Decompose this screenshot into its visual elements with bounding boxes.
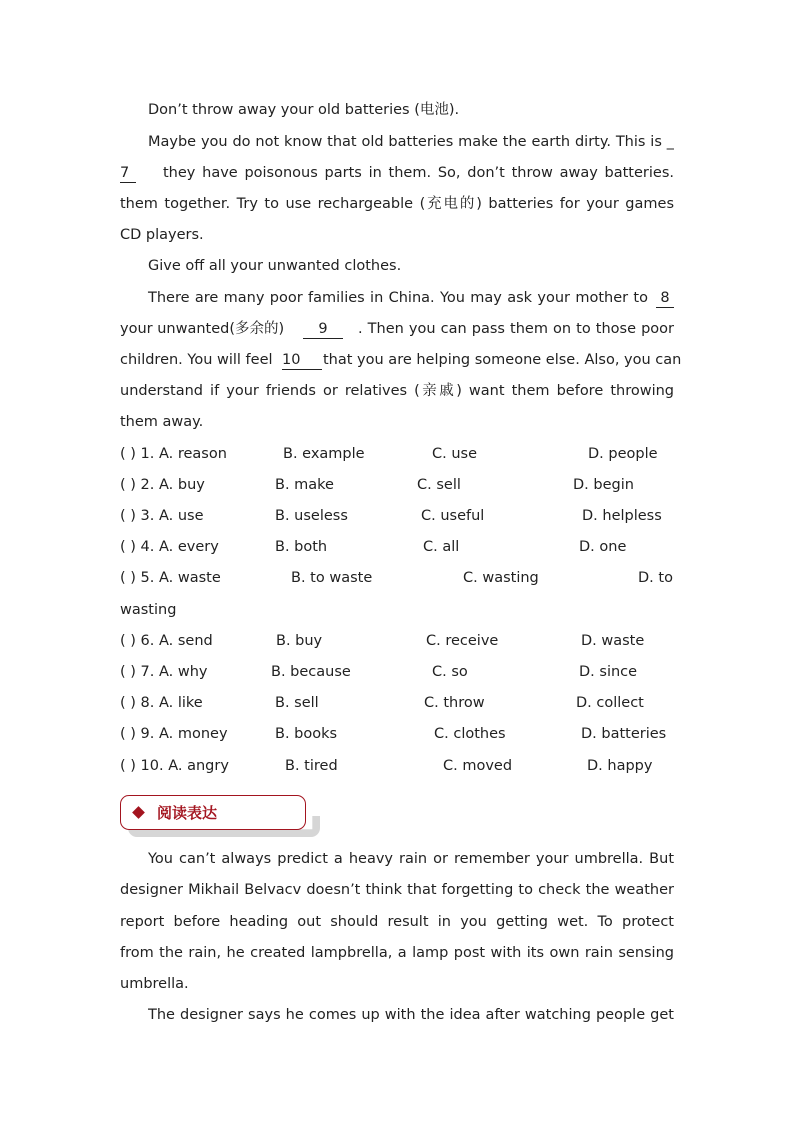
question-option-b: B. both <box>275 539 328 555</box>
question-row <box>120 719 680 750</box>
question-option-b: B. books <box>275 726 338 742</box>
question-wrap: wasting <box>120 602 177 618</box>
paragraph-text: they have poisonous parts in them. So, don’t throw away batteries. <box>163 165 674 181</box>
question-option-c: C. clothes <box>434 726 506 742</box>
question-option-d: D. since <box>579 664 638 680</box>
question-option-c: C. all <box>423 539 460 555</box>
question-option-b: B. buy <box>276 633 323 649</box>
question-option-b: B. sell <box>275 695 319 711</box>
paragraph-line: understand if your friends or relatives (亲戚) want them before throwing <box>120 383 674 399</box>
question-option-c: C. useful <box>421 508 485 524</box>
blank-10: 10 <box>282 351 322 370</box>
question-option-a: ( ) 2. A. buy <box>120 477 205 493</box>
paragraph-text: . Then you can pass them on to those poor <box>358 321 674 337</box>
paragraph-line: them together. Try to use rechargeable (充电的) batteries for your games <box>120 196 674 212</box>
question-option-b: B. to waste <box>291 570 373 586</box>
question-row <box>120 439 680 470</box>
question-option-d: D. happy <box>587 758 653 774</box>
paragraph-text: children. You will feel <box>120 352 273 368</box>
paragraph-line <box>120 345 682 376</box>
question-option-d: D. waste <box>581 633 645 649</box>
question-row <box>120 626 680 657</box>
question-option-d: D. to <box>638 570 673 586</box>
question-option-c: C. use <box>432 446 478 462</box>
question-option-d: D. people <box>588 446 658 462</box>
question-option-a: ( ) 7. A. why <box>120 664 208 680</box>
question-option-a: ( ) 8. A. like <box>120 695 203 711</box>
question-option-c: C. so <box>432 664 468 680</box>
question-option-a: ( ) 6. A. send <box>120 633 213 649</box>
paragraph-line: CD players. <box>120 227 204 243</box>
question-option-c: C. receive <box>426 633 499 649</box>
clothes-heading: Give off all your unwanted clothes. <box>148 258 402 274</box>
question-option-b: B. tired <box>285 758 338 774</box>
question-option-d: D. collect <box>576 695 644 711</box>
question-option-d: D. helpless <box>582 508 662 524</box>
question-option-a: ( ) 4. A. every <box>120 539 219 555</box>
paragraph-line <box>120 314 674 345</box>
paragraph-line: designer Mikhail Belvacv doesn’t think that forgetting to check the weather <box>120 882 674 898</box>
paragraph-line <box>148 283 674 314</box>
question-option-b: B. example <box>283 446 365 462</box>
question-option-b: B. because <box>271 664 351 680</box>
question-option-c: C. throw <box>424 695 485 711</box>
question-row <box>120 688 680 719</box>
paragraph-line: Maybe you do not know that old batteries make the earth dirty. This is _ <box>148 134 674 150</box>
question-option-d: D. begin <box>573 477 634 493</box>
blank-9: 9 <box>303 320 343 339</box>
question-row <box>120 501 680 532</box>
question-option-b: B. make <box>275 477 334 493</box>
paragraph-line: report before heading out should result in you getting wet. To protect <box>120 914 674 930</box>
paragraph-line <box>120 158 674 189</box>
blank-8: 8 <box>656 289 674 308</box>
question-option-b: B. useless <box>275 508 348 524</box>
batteries-heading: Don’t throw away your old batteries (电池). <box>148 102 460 118</box>
question-option-d: D. one <box>579 539 627 555</box>
paragraph-line: You can’t always predict a heavy rain or remember your umbrella. But <box>148 851 674 867</box>
paragraph-text: your unwanted(多余的) <box>120 321 285 337</box>
question-option-a: ( ) 10. A. angry <box>120 758 229 774</box>
question-option-a: ( ) 5. A. waste <box>120 570 221 586</box>
paragraph-text: There are many poor families in China. You may ask your mother to <box>148 290 648 306</box>
question-option-d: D. batteries <box>581 726 667 742</box>
question-option-c: C. sell <box>417 477 461 493</box>
paragraph-line: from the rain, he created lampbrella, a lamp post with its own rain sensing <box>120 945 674 961</box>
blank-7: 7 <box>120 164 136 183</box>
paragraph-line: umbrella. <box>120 976 189 992</box>
question-option-c: C. moved <box>443 758 513 774</box>
paragraph-line: them away. <box>120 414 204 430</box>
question-row <box>120 563 680 594</box>
question-option-a: ( ) 1. A. reason <box>120 446 227 462</box>
question-row <box>120 657 680 688</box>
question-row <box>120 470 680 501</box>
question-row <box>120 532 680 563</box>
question-option-a: ( ) 9. A. money <box>120 726 228 742</box>
question-option-c: C. wasting <box>463 570 539 586</box>
paragraph-text: that you are helping someone else. Also, you can <box>323 352 682 368</box>
question-option-a: ( ) 3. A. use <box>120 508 204 524</box>
section-title: 阅读表达 <box>157 804 218 822</box>
question-row <box>120 751 680 782</box>
paragraph-line: The designer says he comes up with the idea after watching people get <box>148 1007 674 1023</box>
